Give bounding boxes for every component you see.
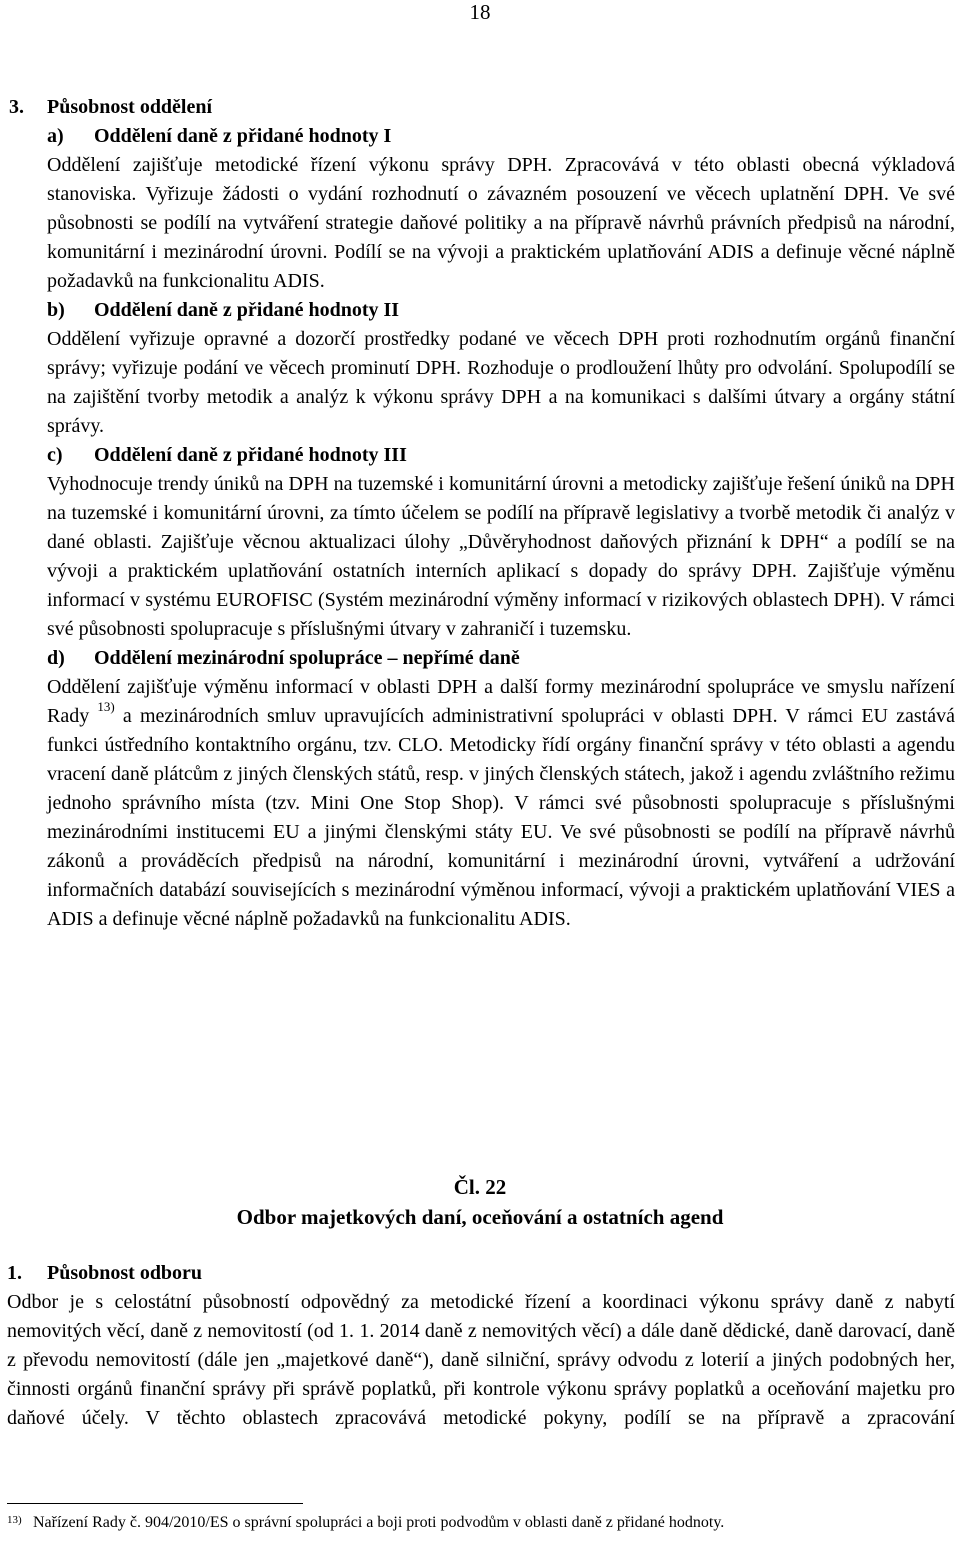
subsection-b-label: b) [47, 299, 65, 321]
subsection-c-title: Oddělení daně z přidané hodnoty III [94, 444, 407, 466]
footnote-divider [7, 1503, 303, 1504]
subsection-c-text: Vyhodnocuje trendy úniků na DPH na tuzemské i komunitární úrovni a metodicky zajišťuje řešení úniků na DPH na tuzemské i komunitární úrovni, za tímto účelem se podílí na přípravě legislativy a tvorbě metodik či analýz v dané oblasti. Zajišťuje věcnou aktualizaci úlohy „Důvěryhodnost daňových přiznání k DPH“ a podílí se na vývoji a praktickém uplatňování ostatních interních aplikací s dopady do správy DPH. Zajišťuje výměnu informací v systému EUROFISC (Systém mezinárodní výměny informací v rizikových oblastech DPH). V rámci své působnosti spolupracuje s příslušnými útvary v zahraničí i tuzemsku. [47, 473, 955, 640]
subsection-a-heading [47, 122, 955, 151]
section-heading [9, 93, 955, 122]
subsection-d-text-part1: Oddělení zajišťuje výměnu informací v oblasti DPH a další formy mezinárodní spolupráce ve smyslu nařízení Rady [47, 676, 955, 727]
subsection-a-label: a) [47, 125, 64, 147]
section-number: 3. [9, 96, 24, 118]
subsection-b-title: Oddělení daně z přidané hodnoty II [94, 299, 400, 321]
subsection-d-title: Oddělení mezinárodní spolupráce – nepřímé daně [94, 647, 520, 669]
section2-number: 1. [7, 1262, 22, 1284]
subsection-a-title: Oddělení daně z přidané hodnoty I [94, 125, 392, 147]
subsection-c-heading [47, 441, 955, 470]
footnote-mark: 13) [7, 1514, 22, 1526]
page-number: 18 [469, 0, 491, 24]
footnote [7, 1512, 957, 1534]
subsection-d-label: d) [47, 647, 65, 669]
section-1 [7, 1259, 955, 1433]
subsection-d-text [47, 673, 955, 934]
section-3 [9, 93, 955, 934]
footnote-reference[interactable]: 13) [97, 699, 115, 714]
subsection-d-heading [47, 644, 955, 673]
subsection-b-heading [47, 296, 955, 325]
section2-text: Odbor je s celostátní působností odpovědný za metodické řízení a koordinaci výkonu správy daně z nabytí nemovitých věcí, daně z nemovitostí (od 1. 1. 2014 daně z nemovitých věcí) a dále daně dědické, daně darovací, daně z převodu nemovitostí (dále jen „majetkové daně“), daně silniční, správy odvodu z loterií a jiných podobných her, činnosti orgánů finanční správy při správě poplatků, při kontrole výkonu správy poplatků a oceňování majetku pro daňové účely. V těchto oblastech zpracovává metodické pokyny, podílí se na přípravě a zpracování [7, 1291, 955, 1429]
subsection-b-text: Oddělení vyřizuje opravné a dozorčí prostředky podané ve věcech DPH proti rozhodnutím orgánů finanční správy; vyřizuje podání ve věcech prominutí DPH. Rozhoduje o prodloužení lhůty pro odvolání. Spolupodílí se na zajištění tvorby metodik a analýz k výkonu správy DPH a na komunikaci s dalšími útvary a orgány státní správy. [47, 328, 955, 437]
footnote-text: Nařízení Rady č. 904/2010/ES o správní spolupráci a boji proti podvodům v oblasti daně z přidané hodnoty. [33, 1514, 725, 1531]
article-heading [0, 1172, 960, 1232]
subsection-a-text: Oddělení zajišťuje metodické řízení výkonu správy DPH. Zpracovává v této oblasti obecná výkladová stanoviska. Vyřizuje žádosti o vydání rozhodnutí o závazném posouzení ve věcech uplatnění DPH. Ve své působnosti se podílí na vytváření strategie daňové politiky a na přípravě návrhů právních předpisů na národní, komunitární i mezinárodní úrovni. Podílí se na vývoji a praktickém uplatňování ADIS a definuje věcné náplně požadavků na funkcionalitu ADIS. [47, 154, 955, 292]
article-number: Čl. 22 [453, 1175, 507, 1199]
subsection-c-label: c) [47, 444, 63, 466]
section2-title: Působnost odboru [47, 1262, 203, 1284]
article-title: Odbor majetkových daní, oceňování a ostatních agend [236, 1205, 724, 1229]
section2-heading [7, 1259, 955, 1288]
section-title: Působnost oddělení [47, 96, 213, 118]
subsection-d-text-part2: a mezinárodních smluv upravujících administrativní spolupráci v oblasti DPH. V rámci EU zastává funkci ústředního kontaktního orgánu, tzv. CLO. Metodicky řídí orgány finanční správy v této oblasti a agendu vracení daně plátcům z jiných členských států, resp. v jiných členských státech, jakož i agendu zvláštního režimu jednoho správního místa (tzv. Mini One Stop Shop). V rámci své působnosti spolupracuje s příslušnými mezinárodními institucemi EU a jinými členskými státy EU. Ve své působnosti se podílí na přípravě návrhů zákonů a prováděcích předpisů na národní, komunitární i mezinárodní úrovni, vytváření a udržování informačních databází souvisejících s mezinárodní výměnou informací, vývoji a praktickém uplatňování VIES a ADIS a definuje věcné náplně požadavků na funkcionalitu ADIS. [47, 705, 955, 930]
